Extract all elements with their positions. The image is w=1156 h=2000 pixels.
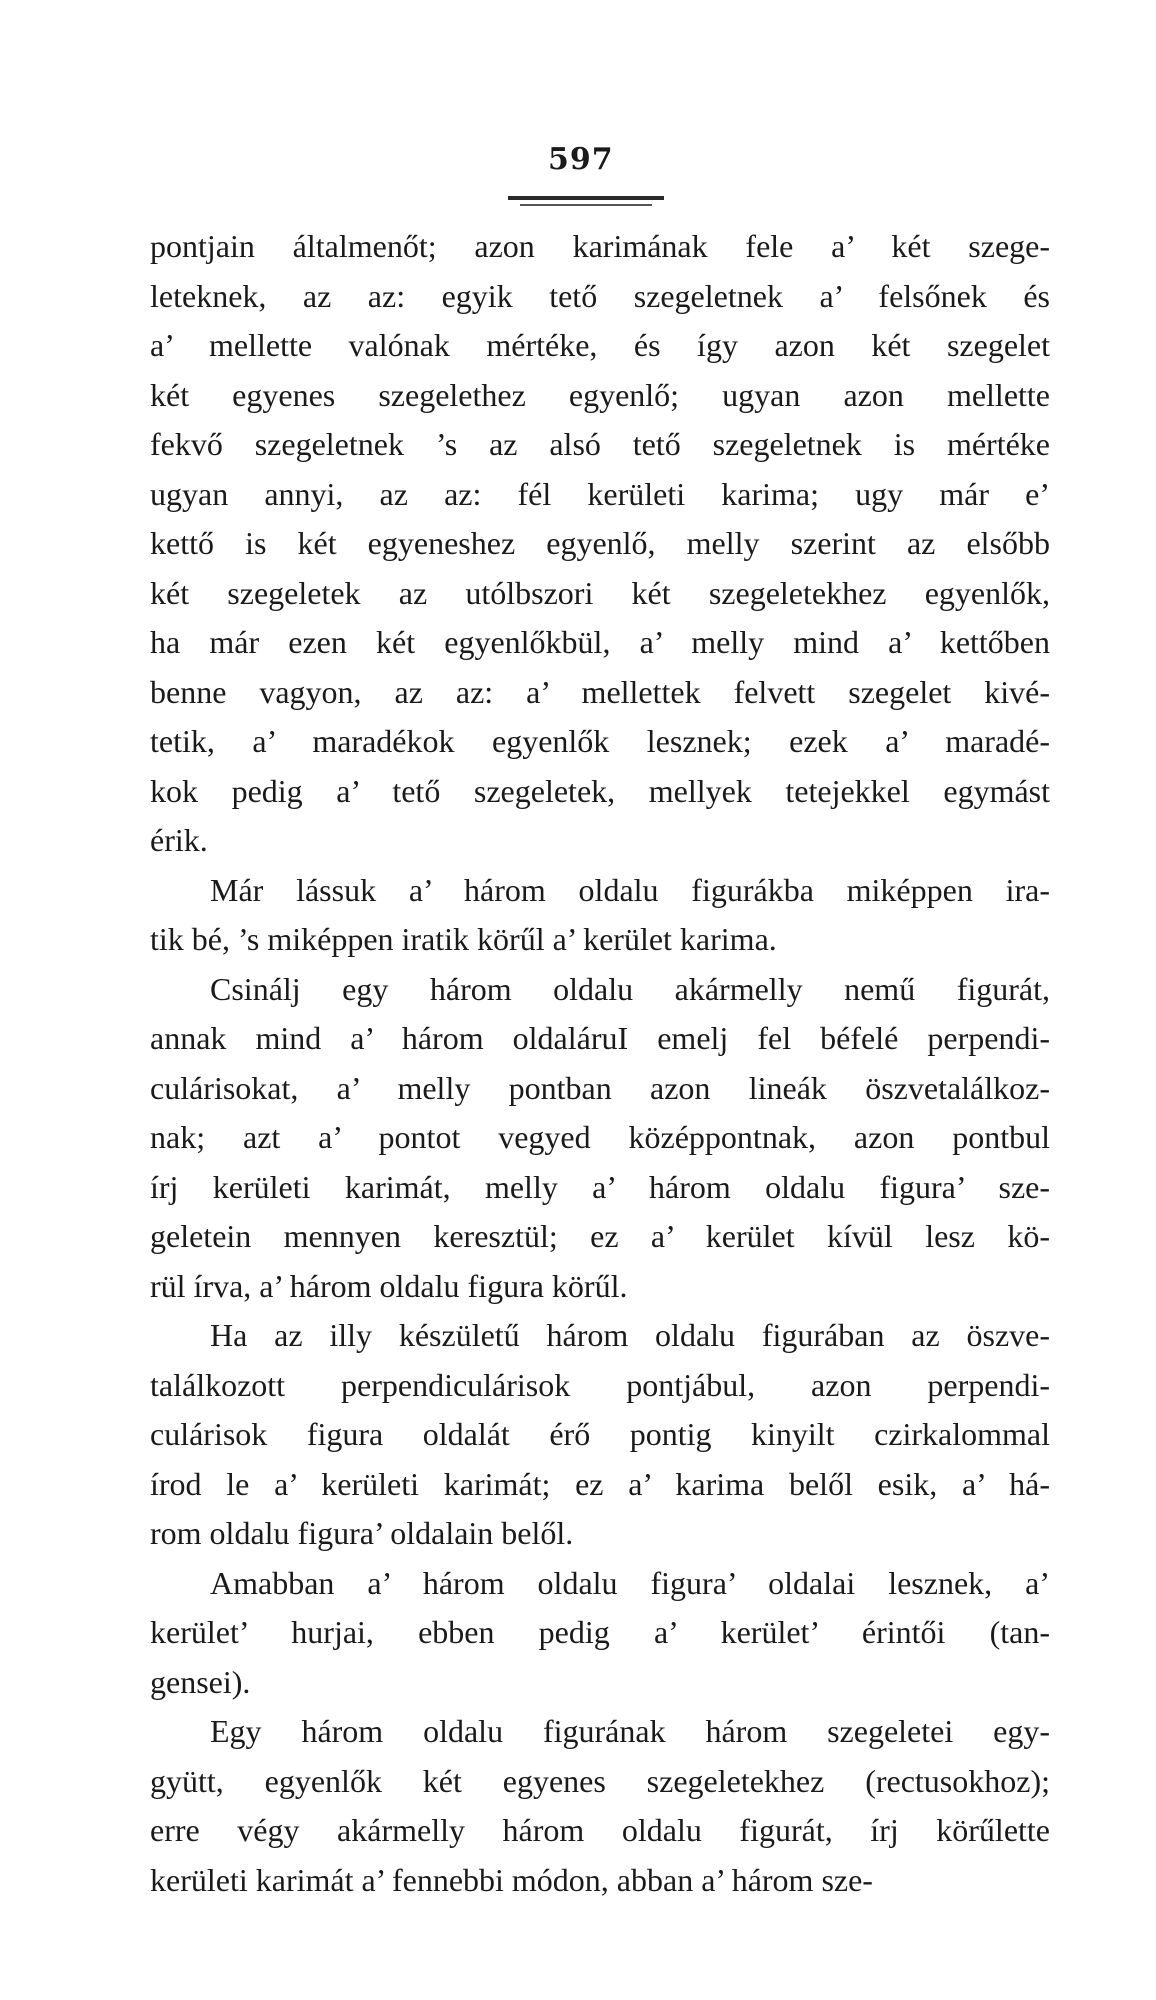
text-line: kerületi karimát a’ fennebbi módon, abban a’ három sze- bbox=[150, 1861, 873, 1898]
text-line: ugyan annyi, az az: fél kerületi karima; ugy már e’ bbox=[150, 475, 1050, 512]
text-line: Ha az illy készületű három oldalu figurában az öszve- bbox=[210, 1317, 1050, 1353]
text-line: Már lássuk a’ három oldalu figurákba miképpen ira- bbox=[210, 871, 1050, 908]
text-line: Csinálj egy három oldalu akármelly nemű figurát, bbox=[210, 970, 1050, 1007]
text-line: benne vagyon, az az: a’ mellettek felvett szegelet kivé- bbox=[150, 673, 1050, 710]
text-line: kettő is két egyeneshez egyenlő, melly szerint az elsőbb bbox=[150, 525, 1050, 561]
text-line: kok pedig a’ tető szegeletek, mellyek tetejekkel egymást bbox=[150, 772, 1050, 809]
text-line: nak; azt a’ pontot vegyed középpontnak, azon pontbul bbox=[150, 1119, 1050, 1155]
text-line: Amabban a’ három oldalu figura’ oldalai lesznek, a’ bbox=[210, 1564, 1050, 1601]
text-line: rom oldalu figura’ oldalain belől. bbox=[150, 1515, 574, 1551]
body-text bbox=[150, 222, 1050, 1905]
paragraph bbox=[150, 222, 1050, 866]
text-line: két egyenes szegelethez egyenlő; ugyan azon mellette bbox=[150, 376, 1050, 413]
text-line: culárisok figura oldalát érő pontig kinyilt czirkalommal bbox=[150, 1416, 1050, 1452]
header-rule bbox=[508, 196, 664, 200]
text-line: írj kerületi karimát, melly a’ három oldalu figura’ sze- bbox=[150, 1168, 1050, 1205]
text-line: annak mind a’ három oldaláruI emelj fel béfelé perpendi- bbox=[150, 1020, 1050, 1056]
text-line: kerület’ hurjai, ebben pedig a’ kerület’ érintői (tan- bbox=[150, 1614, 1050, 1650]
paragraph bbox=[150, 1311, 1050, 1559]
paragraph bbox=[150, 1707, 1050, 1905]
text-line: gyütt, egyenlők két egyenes szegeletekhez (rectusokhoz); bbox=[150, 1762, 1050, 1799]
text-line: gensei). bbox=[150, 1663, 251, 1700]
text-line: rül írva, a’ három oldalu figura körűl. bbox=[150, 1267, 628, 1304]
paragraph bbox=[150, 866, 1050, 965]
text-line: a’ mellette valónak mértéke, és így azon két szegelet bbox=[150, 327, 1050, 363]
paragraph bbox=[150, 1559, 1050, 1708]
text-line: fekvő szegeletnek ’s az alsó tető szegeletnek is mértéke bbox=[150, 426, 1050, 462]
text-line: leteknek, az az: egyik tető szegeletnek a’ felsőnek és bbox=[150, 277, 1050, 314]
text-line: tik bé, ’s miképpen iratik körűl a’ kerület karima. bbox=[150, 921, 777, 957]
text-line: geletein mennyen keresztül; ez a’ kerület kívül lesz kö- bbox=[150, 1218, 1050, 1254]
page-number: 597 bbox=[548, 142, 614, 177]
paragraph bbox=[150, 965, 1050, 1312]
text-line: érik. bbox=[150, 822, 208, 858]
header-rule-thin bbox=[520, 204, 652, 206]
text-line: tetik, a’ maradékok egyenlők lesznek; ezek a’ maradé- bbox=[150, 723, 1050, 759]
text-line: találkozott perpendiculárisok pontjábul, azon perpendi- bbox=[150, 1366, 1050, 1403]
text-line: culárisokat, a’ melly pontban azon lineák öszvetalálkoz- bbox=[150, 1069, 1050, 1106]
text-line: két szegeletek az utólbszori két szegeletekhez egyenlők, bbox=[150, 574, 1050, 611]
text-line: Egy három oldalu figurának három szegeletei egy- bbox=[210, 1713, 1050, 1749]
text-line: ha már ezen két egyenlőkbül, a’ melly mind a’ kettőben bbox=[150, 624, 1050, 660]
text-line: írod le a’ kerületi karimát; ez a’ karima belől esik, a’ há- bbox=[150, 1465, 1050, 1502]
text-line: erre végy akármelly három oldalu figurát, írj körűlette bbox=[150, 1812, 1050, 1848]
text-line: pontjain általmenőt; azon karimának fele a’ két szege- bbox=[150, 228, 1050, 264]
